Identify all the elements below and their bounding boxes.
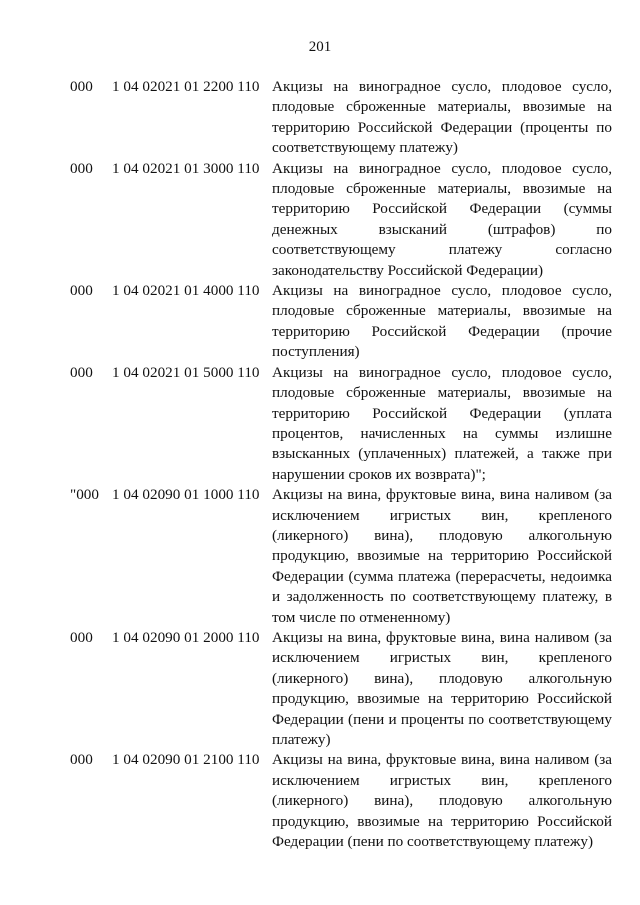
table-row [70,159,612,281]
budget-classification-code: 1 04 02021 01 2200 110 [112,78,260,95]
admin-code: 000 [70,282,93,300]
budget-classification-code: 1 04 02021 01 5000 110 [112,363,260,381]
budget-classification-code: 1 04 02021 01 4000 110 [112,282,260,300]
income-name: Акцизы на вина, фруктовые вина, вина наливом (за исключением игристых вин, крепленого (ликерного) вина), плодовую алкогольную продукцию, ввозимые на территорию Российской Федерации (сумма платежа (перерасчеты, недоимка и задолженность по соответствующему платежу, в том числе по отмененному) [272,486,612,626]
table-row [70,628,612,750]
code-table [70,77,612,852]
admin-code: 000 [70,159,93,177]
income-name: Акцизы на виноградное сусло, плодовое сусло, плодовые сброженные материалы, ввозимые на территорию Российской Федерации (суммы денежных взысканий (штрафов) по соответствующему платежу согласно законодательству Российской Федерации) [272,159,612,279]
admin-code: "000 [70,486,99,504]
income-name: Акцизы на виноградное сусло, плодовое сусло, плодовые сброженные материалы, ввозимые на территорию Российской Федерации (проценты по соответствующему платежу) [272,78,612,157]
table-row [70,485,612,628]
income-name: Акцизы на виноградное сусло, плодовое сусло, плодовые сброженные материалы, ввозимые на территорию Российской Федерации (уплата процентов, начисленных на суммы излишне взысканных (уплаченных) платежей, а также при нарушении сроков их возврата)"; [272,363,612,483]
income-name: Акцизы на вина, фруктовые вина, вина наливом (за исключением игристых вин, крепленого (ликерного) вина), плодовую алкогольную продукцию, ввозимые на территорию Российской Федерации (пени по соответствующему платежу) [272,751,612,851]
table-row [70,750,612,852]
admin-code: 000 [70,363,93,381]
table-row [70,281,612,363]
budget-classification-code: 1 04 02090 01 2100 110 [112,751,260,769]
income-name: Акцизы на вина, фруктовые вина, вина наливом (за исключением игристых вин, крепленого (ликерного) вина), плодовую алкогольную продукцию, ввозимые на территорию Российской Федерации (пени и проценты по соответствующему платежу) [272,628,612,748]
budget-classification-code: 1 04 02021 01 3000 110 [112,159,260,177]
table-row [70,363,612,485]
admin-code: 000 [70,628,93,646]
admin-code: 000 [70,78,93,95]
page-number: 201 [308,39,332,55]
budget-classification-code: 1 04 02090 01 2000 110 [112,628,260,646]
table-row [70,77,612,159]
admin-code: 000 [70,751,93,769]
income-name: Акцизы на виноградное сусло, плодовое сусло, плодовые сброженные материалы, ввозимые на территорию Российской Федерации (прочие поступления) [272,282,612,361]
budget-classification-code: 1 04 02090 01 1000 110 [112,486,260,504]
